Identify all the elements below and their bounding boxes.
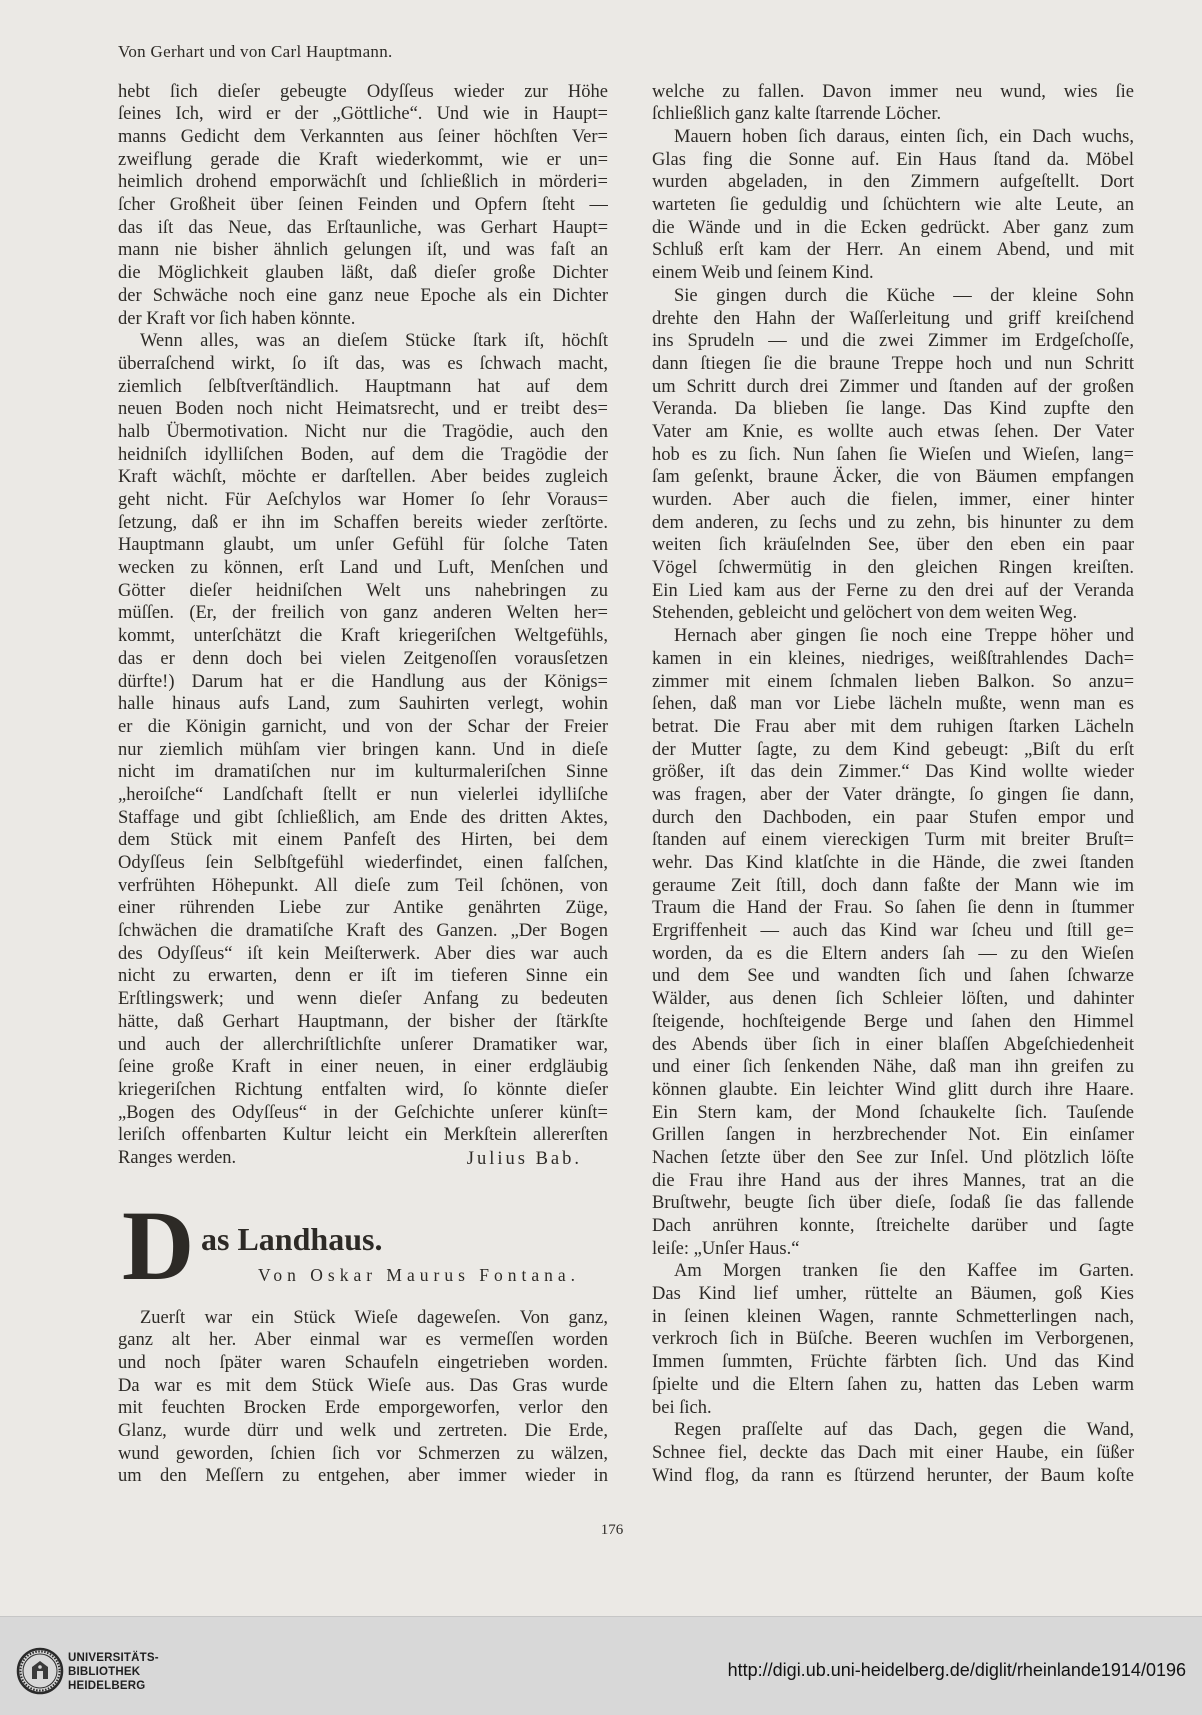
text-line: ganz alt her. Aber einmal war es vermeſſen worden xyxy=(118,1330,608,1351)
text-line: worden, da es die Eltern anders ſah — zu den Wieſen xyxy=(652,943,1134,964)
text-line: wurden. Aber auch die fielen, immer, einer hinter xyxy=(652,490,1134,511)
text-line: verkroch ſich in Büſche. Beeren wuchſen im Verborgenen, xyxy=(652,1329,1134,1350)
text-line: des Odyſſeus“ iſt kein Meiſterwerk. Aber dies war auch xyxy=(118,943,608,964)
text-line: leriſch offenbarten Kultur leicht ein Merkſtein allererſten xyxy=(118,1125,608,1146)
text-line: Glas fing die Sonne auf. Ein Haus ſtand da. Möbel xyxy=(652,149,1134,170)
text-line: Mauern hoben ſich daraus, einten ſich, ein Dach wuchs, xyxy=(674,127,1134,148)
paragraph xyxy=(118,1307,608,1489)
text-line: Hernach aber gingen ſie noch eine Treppe höher und xyxy=(674,626,1134,647)
text-line: größer, iſt das dein Zimmer.“ Das Kind wollte wieder xyxy=(652,762,1134,783)
text-line: Schluß erſt kam der Herr. An einem Abend, und mit xyxy=(652,240,1134,261)
text-line: manns Gedicht dem Verkannten aus ſeiner höchſten Ver= xyxy=(118,127,608,148)
text-line: dürfte!) Darum hat er die Handlung aus der Königs= xyxy=(118,671,608,692)
text-line: heimlich drohend emporwächſt und ſchließlich in mörderi= xyxy=(118,172,608,193)
text-line: hob es zu ſich. Nun ſahen ſie Wieſen und Wieſen, lang= xyxy=(652,444,1134,465)
text-line: nicht im dramatiſchen nur im kulturmaleriſchen Sinne xyxy=(118,762,608,783)
right-column xyxy=(652,0,1134,1500)
text-line: dem anderen, zu ſechs und zu zehn, bis hinunter zu dem xyxy=(652,512,1134,533)
text-line: ſehen, daß man vor Liebe lächeln mußte, wenn man es xyxy=(652,694,1134,715)
paragraph xyxy=(652,1260,1134,1419)
text-line: wecken zu können, erſt Land und Luft, Menſchen und xyxy=(118,558,608,579)
paragraph xyxy=(652,285,1134,625)
text-line: der Kraft vor ſich haben könnte. xyxy=(118,308,356,329)
text-line: Am Morgen tranken ſie den Kaffee im Garten. xyxy=(674,1261,1134,1282)
text-line: zweiflung gerade die Kraft wiederkommt, wie er un= xyxy=(118,149,608,170)
text-line: geraume Zeit ſtill, doch dann faßte der Mann wie im xyxy=(652,875,1134,896)
text-line: geht nicht. Für Aeſchylos war Homer ſo ſehr Voraus= xyxy=(118,490,608,511)
text-line: Veranda. Da blieben ſie lange. Das Kind zupfte den xyxy=(652,399,1134,420)
text-line: weiten ſich kräuſelnden See, über den eben ein paar xyxy=(652,535,1134,556)
text-line: Bruſtwehr, beugte ſich über dieſe, ſodaß ſie das fallende xyxy=(652,1193,1134,1214)
text-line: das er denn doch bei vielen Zeitgenoſſen vorausſetzen xyxy=(118,648,608,669)
text-line: ſteigende, hochſteigende Berge und ſahen den Himmel xyxy=(652,1011,1134,1032)
text-line: ſam geſenkt, braune Äcker, die von Bäumen empfangen xyxy=(652,467,1134,488)
text-line: mann nie bisher ähnlich gelungen iſt, und was faſt an xyxy=(118,240,608,261)
left-column-story xyxy=(118,0,608,1500)
text-line: was fragen, aber der Vater drängte, ſo gingen ſie dann, xyxy=(652,784,1134,805)
university-seal-icon xyxy=(16,1647,64,1695)
text-line: Regen praſſelte auf das Dach, gegen die Wand, xyxy=(674,1420,1134,1441)
story-body-right xyxy=(652,81,1134,1488)
text-line: müſſen. (Er, der freilich von ganz anderen Welten her= xyxy=(118,603,608,624)
text-line: mit feuchten Brocken Erde emporgeworfen, verlor den xyxy=(118,1398,608,1419)
text-line: wund geworden, ſchien ſich vor Schmerzen zu wälzen, xyxy=(118,1443,608,1464)
text-line: und einer ſich ſenkenden Nähe, daß man ihn greifen zu xyxy=(652,1057,1134,1078)
text-line: „Bogen des Odyſſeus“ in der Geſchichte unſerer künſt= xyxy=(118,1102,608,1123)
text-line: kamen in ein kleines, niedriges, weißſtrahlendes Dach= xyxy=(652,648,1134,669)
text-line: Stehenden, gebleicht und gelöchert von dem weiten Weg. xyxy=(652,603,1078,624)
text-line: Ergriffenheit — auch das Kind war ſcheu und ſtill ge= xyxy=(652,921,1134,942)
text-line: die Frau ihre Hand aus der ihres Mannes, trat an die xyxy=(652,1170,1134,1191)
text-line: ſchließlich ganz kalte ſtarrende Löcher. xyxy=(652,104,942,125)
text-line: um Schritt durch drei Zimmer und ſtanden auf der großen xyxy=(652,376,1134,397)
text-line: verfrühten Höhepunkt. All dieſe zum Teil ſchönen, von xyxy=(118,875,608,896)
review-signature: Julius Bab. xyxy=(466,1149,582,1169)
text-line: Ein Stern kam, der Mond ſchaukelte ſich. Tauſende xyxy=(652,1102,1134,1123)
text-line: Erſtlingswerk; und wenn dieſer Anfang zu bedeuten xyxy=(118,989,608,1010)
text-line: das iſt das Neue, das Erſtaunliche, was Gerhart Haupt= xyxy=(118,217,608,238)
text-line: Traum die Hand der Frau. So ſahen ſie denn in ſtummer xyxy=(652,898,1134,919)
text-line: überraſchend wirkt, ſo iſt das, was es ſchwach macht, xyxy=(118,353,608,374)
text-line: halle hinaus aufs Land, zum Sauhirten verlegt, wohin xyxy=(118,694,608,715)
paragraph xyxy=(652,625,1134,1260)
text-line: er die Königin garnicht, und von der Schar der Freier xyxy=(118,716,608,737)
text-line: Schnee fiel, deckte das Dach mit einer Haube, ein ſüßer xyxy=(652,1442,1134,1463)
text-line: hebt ſich dieſer gebeugte Odyſſeus wieder zur Höhe xyxy=(118,81,608,102)
text-line: und auch der allerchriſtlichſte unſerer Dramatiker war, xyxy=(118,1034,608,1055)
text-line: ziemlich ſelbſtverſtändlich. Hauptmann hat auf dem xyxy=(118,376,608,397)
running-head: Von Gerhart und von Carl Hauptmann. xyxy=(118,42,393,61)
text-line: dem Stück mit einem Panfeſt des Hirten, bei dem xyxy=(118,830,608,851)
text-line: wurden abgeladen, in den Zimmern aufgeſtellt. Dort xyxy=(652,172,1134,193)
text-line: Da war es mit dem Stück Wieſe aus. Das Gras wurde xyxy=(118,1375,608,1396)
text-line: bei ſich. xyxy=(652,1397,712,1418)
text-line: um den Meſſern zu entgehen, aber immer wieder in xyxy=(118,1466,608,1487)
text-line: halb Übermotivation. Nicht nur die Tragödie, auch den xyxy=(118,421,608,442)
source-url-link[interactable]: http://digi.ub.uni-heidelberg.de/diglit/rheinlande1914/0196 xyxy=(727,1660,1186,1680)
paragraph xyxy=(652,1419,1134,1487)
text-line: der Mutter ſagte, zu dem Kind gebeugt: „Biſt du erſt xyxy=(652,739,1134,760)
text-line: ſetzung, daß er ihn im Schaffen bereits wieder zerſtörte. xyxy=(118,512,608,533)
text-line: warteten ſie geduldig und ſchüchtern wie alte Leute, an xyxy=(652,195,1134,216)
text-line: Grillen ſangen in herzbrechender Not. Ein einſamer xyxy=(652,1125,1134,1146)
text-line: dann ſtiegen ſie die braune Treppe hoch und nun Schritt xyxy=(652,353,1134,374)
paragraph xyxy=(652,126,1134,285)
text-line: neuen Boden noch nicht Heimatsrecht, und er treibt des= xyxy=(118,399,608,420)
text-line: drehte den Hahn der Waſſerleitung und griff kreiſchend xyxy=(652,308,1134,329)
text-line: heidniſch idylliſchen Boden, auf dem die Tragödie der xyxy=(118,444,608,465)
paragraph xyxy=(652,81,1134,126)
text-line: zimmer mit einem ſchmalen lieben Balkon. So anzu= xyxy=(652,671,1134,692)
text-line: nicht zu erwarten, denn er iſt im tieferen Sinne ein xyxy=(118,966,608,987)
text-line: leiſe: „Unſer Haus.“ xyxy=(652,1238,800,1259)
text-line: Kraft wächſt, möchte er darſtellen. Aber beides zugleich xyxy=(118,467,608,488)
text-line: ſeine große Kraft in einer neuen, in einer erdgläubig xyxy=(118,1057,608,1078)
library-name xyxy=(68,1651,159,1693)
text-line: Das Kind lief umher, rüttelte an Bäumen, goß Kies xyxy=(652,1284,1134,1305)
text-line: Staffage und gibt ſchließlich, am Ende des dritten Aktes, xyxy=(118,807,608,828)
text-line: die Möglichkeit glauben läßt, daß dieſer große Dichter xyxy=(118,263,608,284)
text-line: betrat. Die Frau aber mit dem ruhigen ſtarken Lächeln xyxy=(652,716,1134,737)
text-line: ſchwächen die dramatiſche Kraft des Ganzen. „Der Bogen xyxy=(118,921,608,942)
text-line: die Wände und in die Ecken gedrückt. Aber ganz zum xyxy=(652,217,1134,238)
text-line: durch den Dachboden, ein paar Stufen empor und xyxy=(652,807,1134,828)
text-line: ſtanden auf einem viereckigen Turm mit breiter Bruſt= xyxy=(652,830,1134,851)
text-line: in ſeinen kleinen Wagen, rannte Schmetterlingen nach, xyxy=(652,1306,1134,1327)
text-line: Glanz, wurde dürr und welk und zertreten. Die Erde, xyxy=(118,1420,608,1441)
text-line: kommt, unterſchätzt die Kraft kriegeriſchen Weltgefühls, xyxy=(118,626,608,647)
text-line: Wind flog, da rann es ſtürzend herunter, der Baum koſte xyxy=(652,1465,1134,1486)
text-line: einem Weib und ſeinem Kind. xyxy=(652,263,874,284)
text-line: Vögel ſchwermütig in den gleichen Ringen kreiſten. xyxy=(652,558,1134,579)
library-name-line: UNIVERSITÄTS- xyxy=(68,1652,159,1664)
text-line: Odyſſeus ſein Selbſtgefühl wiederfindet, einen falſchen, xyxy=(118,853,608,874)
text-line: der Schwäche noch eine ganz neue Epoche als ein Dichter xyxy=(118,285,608,306)
text-line: ſpielte und die Eltern ſahen zu, hatten das Leben warm xyxy=(652,1374,1134,1395)
text-line: des Abends über ſich in einer blaſſen Abgeſchiedenheit xyxy=(652,1034,1134,1055)
footer-bar xyxy=(0,1616,1202,1715)
text-line: Dach anrühren konnte, ſtreichelte darüber und ſagte xyxy=(652,1216,1134,1237)
text-line: und dem See und wandten ſich und ſahen ſchwarze xyxy=(652,966,1134,987)
page-number: 176 xyxy=(600,1522,624,1538)
text-line: welche zu fallen. Davon immer neu wund, wies ſie xyxy=(652,81,1134,102)
text-line: hätte, daß Gerhart Hauptmann, der bisher der ſtärkſte xyxy=(118,1011,608,1032)
text-line: kriegeriſchen Richtung entfalten wird, ſo könnte dieſer xyxy=(118,1079,608,1100)
text-line: Nachen ſetzte über den See zur Inſel. Und plötzlich löſte xyxy=(652,1147,1134,1168)
story-title-initial: D xyxy=(122,1190,195,1301)
story-body-left xyxy=(118,1307,608,1489)
text-line: können glaubte. Ein leichter Wind glitt durch ihre Haare. xyxy=(652,1079,1134,1100)
text-line: Götter dieſer heidniſchen Welt uns nahebringen zu xyxy=(118,580,608,601)
text-line: ſcher Großheit über ſeinen Feinden und Opfern ſteht — xyxy=(118,195,608,216)
text-line: Hauptmann glaubt, um unſer Gefühl für ſolche Taten xyxy=(118,535,608,556)
text-line: Zuerſt war ein Stück Wieſe dageweſen. Von ganz, xyxy=(140,1307,608,1328)
text-line: Wälder, aus denen ſich Schleier löſten, und dahinter xyxy=(652,989,1134,1010)
text-line: ins Sprudeln — und die zwei Zimmer im Erdgeſchoſſe, xyxy=(652,331,1134,352)
library-name-line: BIBLIOTHEK xyxy=(68,1666,141,1678)
text-line: Ranges werden. xyxy=(118,1147,237,1168)
text-line: Immen ſummten, Früchte färbten ſich. Und das Kind xyxy=(652,1352,1134,1373)
text-line: einer rührenden Liebe zur Antike genährten Züge, xyxy=(118,898,608,919)
text-line: und noch ſpäter waren Schaufeln eingetrieben worden. xyxy=(118,1352,608,1373)
text-line: Ein Lied kam aus der Ferne zu den drei auf der Veranda xyxy=(652,580,1134,601)
text-line: „heroiſche“ Landſchaft ſtellt er nun vielerlei idylliſche xyxy=(118,784,608,805)
text-line: wehr. Das Kind klatſchte in die Hände, die zwei ſtanden xyxy=(652,853,1134,874)
library-name-line: HEIDELBERG xyxy=(68,1680,146,1692)
text-line: Vater am Knie, es wollte auch etwas ſehen. Der Vater xyxy=(652,421,1134,442)
text-line: Sie gingen durch die Küche — der kleine Sohn xyxy=(674,285,1134,306)
story-byline: Von Oskar Maurus Fontana. xyxy=(258,1265,581,1285)
text-line: ſeines Ich, wird er der „Göttliche“. Und wie in Haupt= xyxy=(118,104,608,125)
text-line: nur ziemlich mühſam vier bringen kann. Und in dieſe xyxy=(118,739,608,760)
text-line: Wenn alles, was an dieſem Stücke ſtark iſt, höchſt xyxy=(140,331,608,352)
story-title: as Landhaus. xyxy=(201,1221,383,1257)
